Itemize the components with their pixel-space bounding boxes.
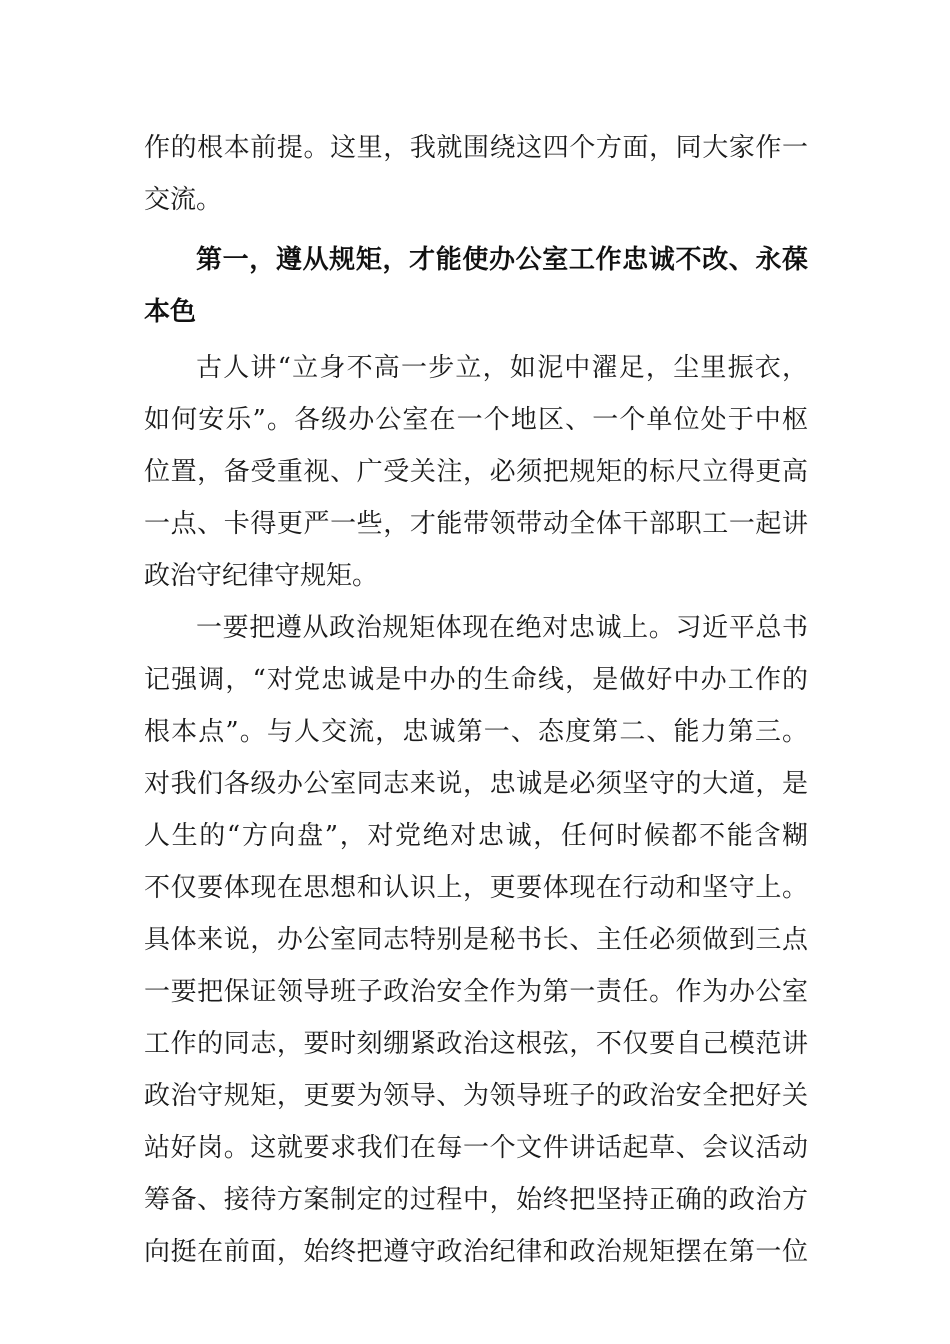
text-line: 位置，备受重视、广受关注，必须把规矩的标尺立得更高 bbox=[144, 457, 808, 487]
section-heading bbox=[144, 234, 808, 338]
intro-paragraph bbox=[144, 122, 808, 226]
text-line: 站好岗。这就要求我们在每一个文件讲话起草、会议活动 bbox=[144, 1133, 808, 1163]
heading-line: 本色 bbox=[144, 297, 197, 327]
text-line: 作的根本前提。这里，我就围绕这四个方面，同大家作一 bbox=[144, 133, 808, 163]
paragraph-ancient-saying bbox=[144, 342, 808, 602]
text-line: 古人讲“立身不高一步立，如泥中濯足，尘里振衣， bbox=[196, 353, 808, 383]
text-line: 如何安乐”。各级办公室在一个地区、一个单位处于中枢 bbox=[144, 405, 808, 435]
text-line: 人生的“方向盘”，对党绝对忠诚，任何时候都不能含糊 bbox=[144, 821, 808, 851]
text-line: 不仅要体现在思想和认识上，更要体现在行动和坚守上。 bbox=[144, 873, 808, 903]
text-line: 一要把保证领导班子政治安全作为第一责任。作为办公室 bbox=[144, 977, 808, 1007]
text-line: 筹备、接待方案制定的过程中，始终把坚持正确的政治方 bbox=[144, 1185, 808, 1215]
text-line: 交流。 bbox=[144, 185, 223, 215]
text-line: 对我们各级办公室同志来说，忠诚是必须坚守的大道，是 bbox=[144, 769, 808, 799]
text-line: 政治守规矩，更要为领导、为领导班子的政治安全把好关 bbox=[144, 1081, 808, 1111]
text-line: 一点、卡得更严一些，才能带领带动全体干部职工一起讲 bbox=[144, 509, 808, 539]
text-line: 工作的同志，要时刻绷紧政治这根弦，不仅要自己模范讲 bbox=[144, 1029, 808, 1059]
text-line: 向挺在前面，始终把遵守政治纪律和政治规矩摆在第一位 bbox=[144, 1237, 808, 1267]
text-line: 记强调，“对党忠诚是中办的生命线，是做好中办工作的 bbox=[144, 665, 808, 695]
text-line: 具体来说，办公室同志特别是秘书长、主任必须做到三点 bbox=[144, 925, 808, 955]
heading-line: 第一，遵从规矩，才能使办公室工作忠诚不改、永葆 bbox=[196, 245, 808, 275]
paragraph-absolute-loyalty bbox=[144, 602, 808, 1278]
text-line: 根本点”。与人交流，忠诚第一、态度第二、能力第三。 bbox=[144, 717, 808, 747]
text-line: 一要把遵从政治规矩体现在绝对忠诚上。习近平总书 bbox=[196, 613, 808, 643]
document-body bbox=[144, 122, 808, 1278]
text-line: 政治守纪律守规矩。 bbox=[144, 561, 379, 591]
